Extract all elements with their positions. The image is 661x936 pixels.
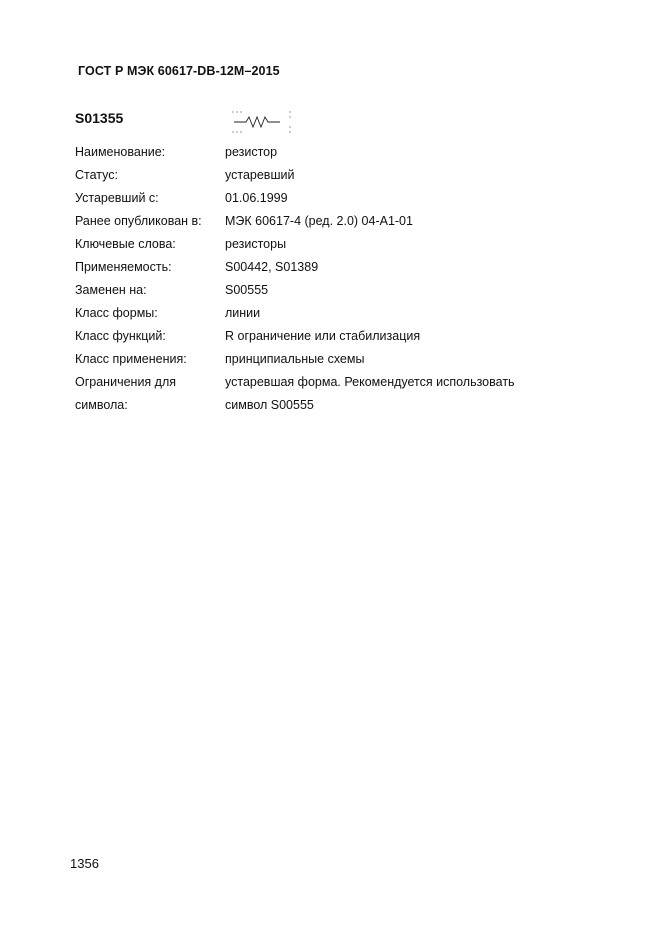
property-row-keywords bbox=[75, 233, 595, 256]
property-row-status bbox=[75, 164, 595, 187]
property-label: Ранее опубликован в: bbox=[75, 214, 202, 228]
property-label: Ключевые слова: bbox=[75, 237, 176, 251]
property-row-application-class bbox=[75, 348, 595, 371]
property-label: Статус: bbox=[75, 168, 118, 182]
property-row-name bbox=[75, 141, 595, 164]
property-value: устаревший bbox=[225, 168, 295, 182]
property-value: резисторы bbox=[225, 237, 287, 251]
property-label: Класс формы: bbox=[75, 306, 158, 320]
property-label: Класс функций: bbox=[75, 329, 166, 343]
property-value: линии bbox=[225, 306, 261, 320]
property-value: резистор bbox=[225, 145, 278, 159]
property-value: принципиальные схемы bbox=[225, 352, 365, 366]
property-value: устаревшая форма. Рекомендуется использовать символ S00555 bbox=[225, 375, 515, 412]
property-label: Применяемость: bbox=[75, 260, 172, 274]
property-value: S00442, S01389 bbox=[225, 260, 319, 274]
property-row-restrictions bbox=[75, 371, 595, 417]
property-row-shape-class bbox=[75, 302, 595, 325]
document-header: ГОСТ Р МЭК 60617-DB-12М–2015 bbox=[78, 64, 280, 78]
property-label: Устаревший с: bbox=[75, 191, 159, 205]
property-row-previously-published bbox=[75, 210, 595, 233]
property-row-obsolete-since bbox=[75, 187, 595, 210]
property-label: Ограничения для символа: bbox=[75, 375, 177, 412]
property-value: R ограничение или стабилизация bbox=[225, 329, 421, 343]
resistor-zigzag-icon bbox=[230, 108, 294, 136]
property-label: Класс применения: bbox=[75, 352, 187, 366]
property-label: Наименование: bbox=[75, 145, 166, 159]
property-label: Заменен на: bbox=[75, 283, 147, 297]
property-list bbox=[75, 141, 595, 417]
property-row-applicability bbox=[75, 256, 595, 279]
property-value: S00555 bbox=[225, 283, 269, 297]
page-number: 1356 bbox=[70, 856, 99, 871]
symbol-id: S01355 bbox=[75, 110, 124, 126]
property-row-function-class bbox=[75, 325, 595, 348]
property-value: МЭК 60617-4 (ред. 2.0) 04-A1-01 bbox=[225, 214, 413, 228]
property-value: 01.06.1999 bbox=[225, 191, 288, 205]
property-row-replaced-by bbox=[75, 279, 595, 302]
